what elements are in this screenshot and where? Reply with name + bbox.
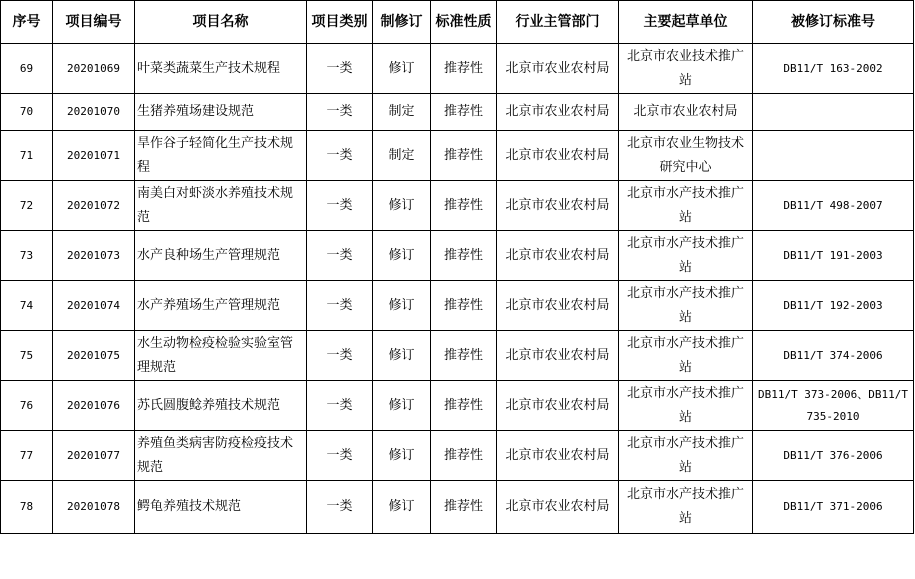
cell-category: 一类: [307, 381, 373, 431]
cell-department: 北京市农业农村局: [497, 44, 619, 94]
cell-department: 北京市农业农村局: [497, 481, 619, 534]
cell-nature: 推荐性: [431, 281, 497, 331]
cell-revised-std: DB11/T 192-2003: [753, 281, 914, 331]
cell-drafter: 北京市水产技术推广站: [619, 381, 753, 431]
cell-revision: 修订: [373, 44, 431, 94]
cell-nature: 推荐性: [431, 431, 497, 481]
table-row: [1, 181, 914, 231]
cell-code: 20201077: [53, 431, 135, 481]
table-row: [1, 94, 914, 131]
cell-name: 苏氏圆腹鲶养殖技术规范: [135, 381, 307, 431]
cell-revised-std: DB11/T 373-2006、DB11/T 735-2010: [753, 381, 914, 431]
cell-nature: 推荐性: [431, 94, 497, 131]
cell-revised-std: DB11/T 371-2006: [753, 481, 914, 534]
cell-nature: 推荐性: [431, 131, 497, 181]
header-seq: 序号: [1, 1, 53, 44]
cell-name: 鳄龟养殖技术规范: [135, 481, 307, 534]
cell-code: 20201072: [53, 181, 135, 231]
cell-revision: 修订: [373, 381, 431, 431]
cell-drafter: 北京市水产技术推广站: [619, 331, 753, 381]
table-row: [1, 44, 914, 94]
header-category: 项目类别: [307, 1, 373, 44]
header-revision: 制修订: [373, 1, 431, 44]
header-code: 项目编号: [53, 1, 135, 44]
cell-category: 一类: [307, 94, 373, 131]
cell-code: 20201075: [53, 331, 135, 381]
cell-seq: 77: [1, 431, 53, 481]
cell-drafter: 北京市农业农村局: [619, 94, 753, 131]
header-name: 项目名称: [135, 1, 307, 44]
cell-drafter: 北京市农业生物技术研究中心: [619, 131, 753, 181]
cell-department: 北京市农业农村局: [497, 381, 619, 431]
table-row: [1, 481, 914, 534]
cell-seq: 74: [1, 281, 53, 331]
cell-seq: 73: [1, 231, 53, 281]
table-row: [1, 131, 914, 181]
cell-revision: 制定: [373, 131, 431, 181]
cell-revision: 修订: [373, 481, 431, 534]
cell-seq: 71: [1, 131, 53, 181]
header-department: 行业主管部门: [497, 1, 619, 44]
cell-nature: 推荐性: [431, 181, 497, 231]
cell-code: 20201074: [53, 281, 135, 331]
cell-revised-std: DB11/T 163-2002: [753, 44, 914, 94]
cell-category: 一类: [307, 281, 373, 331]
cell-revised-std: DB11/T 374-2006: [753, 331, 914, 381]
header-nature: 标准性质: [431, 1, 497, 44]
table-row: [1, 281, 914, 331]
cell-revision: 修订: [373, 431, 431, 481]
cell-revised-std: DB11/T 498-2007: [753, 181, 914, 231]
cell-drafter: 北京市水产技术推广站: [619, 281, 753, 331]
cell-revision: 修订: [373, 331, 431, 381]
cell-name: 生猪养殖场建设规范: [135, 94, 307, 131]
cell-department: 北京市农业农村局: [497, 281, 619, 331]
cell-drafter: 北京市水产技术推广站: [619, 231, 753, 281]
cell-category: 一类: [307, 431, 373, 481]
cell-seq: 72: [1, 181, 53, 231]
cell-revised-std: [753, 131, 914, 181]
cell-code: 20201069: [53, 44, 135, 94]
cell-nature: 推荐性: [431, 381, 497, 431]
table-header-row: [1, 1, 914, 44]
cell-category: 一类: [307, 181, 373, 231]
cell-category: 一类: [307, 331, 373, 381]
cell-nature: 推荐性: [431, 44, 497, 94]
cell-code: 20201076: [53, 381, 135, 431]
header-revised-std: 被修订标准号: [753, 1, 914, 44]
header-drafter: 主要起草单位: [619, 1, 753, 44]
cell-code: 20201071: [53, 131, 135, 181]
cell-department: 北京市农业农村局: [497, 331, 619, 381]
cell-revision: 修订: [373, 231, 431, 281]
cell-name: 水生动物检疫检验实验室管理规范: [135, 331, 307, 381]
cell-department: 北京市农业农村局: [497, 231, 619, 281]
cell-category: 一类: [307, 481, 373, 534]
table-row: [1, 381, 914, 431]
cell-name: 水产良种场生产管理规范: [135, 231, 307, 281]
cell-seq: 70: [1, 94, 53, 131]
cell-name: 水产养殖场生产管理规范: [135, 281, 307, 331]
cell-name: 旱作谷子轻简化生产技术规程: [135, 131, 307, 181]
cell-seq: 78: [1, 481, 53, 534]
cell-revision: 修订: [373, 181, 431, 231]
cell-seq: 69: [1, 44, 53, 94]
cell-name: 叶菜类蔬菜生产技术规程: [135, 44, 307, 94]
cell-revised-std: DB11/T 191-2003: [753, 231, 914, 281]
cell-name: 养殖鱼类病害防疫检疫技术规范: [135, 431, 307, 481]
cell-seq: 76: [1, 381, 53, 431]
cell-code: 20201078: [53, 481, 135, 534]
cell-drafter: 北京市农业技术推广站: [619, 44, 753, 94]
cell-nature: 推荐性: [431, 231, 497, 281]
table-row: [1, 331, 914, 381]
cell-revised-std: [753, 94, 914, 131]
cell-code: 20201073: [53, 231, 135, 281]
cell-drafter: 北京市水产技术推广站: [619, 431, 753, 481]
cell-seq: 75: [1, 331, 53, 381]
cell-department: 北京市农业农村局: [497, 94, 619, 131]
cell-category: 一类: [307, 44, 373, 94]
cell-department: 北京市农业农村局: [497, 181, 619, 231]
cell-department: 北京市农业农村局: [497, 431, 619, 481]
cell-nature: 推荐性: [431, 331, 497, 381]
table-row: [1, 431, 914, 481]
cell-nature: 推荐性: [431, 481, 497, 534]
cell-drafter: 北京市水产技术推广站: [619, 481, 753, 534]
cell-revision: 修订: [373, 281, 431, 331]
cell-drafter: 北京市水产技术推广站: [619, 181, 753, 231]
cell-department: 北京市农业农村局: [497, 131, 619, 181]
cell-revised-std: DB11/T 376-2006: [753, 431, 914, 481]
table-row: [1, 231, 914, 281]
cell-category: 一类: [307, 131, 373, 181]
cell-name: 南美白对虾淡水养殖技术规范: [135, 181, 307, 231]
cell-code: 20201070: [53, 94, 135, 131]
cell-category: 一类: [307, 231, 373, 281]
cell-revision: 制定: [373, 94, 431, 131]
